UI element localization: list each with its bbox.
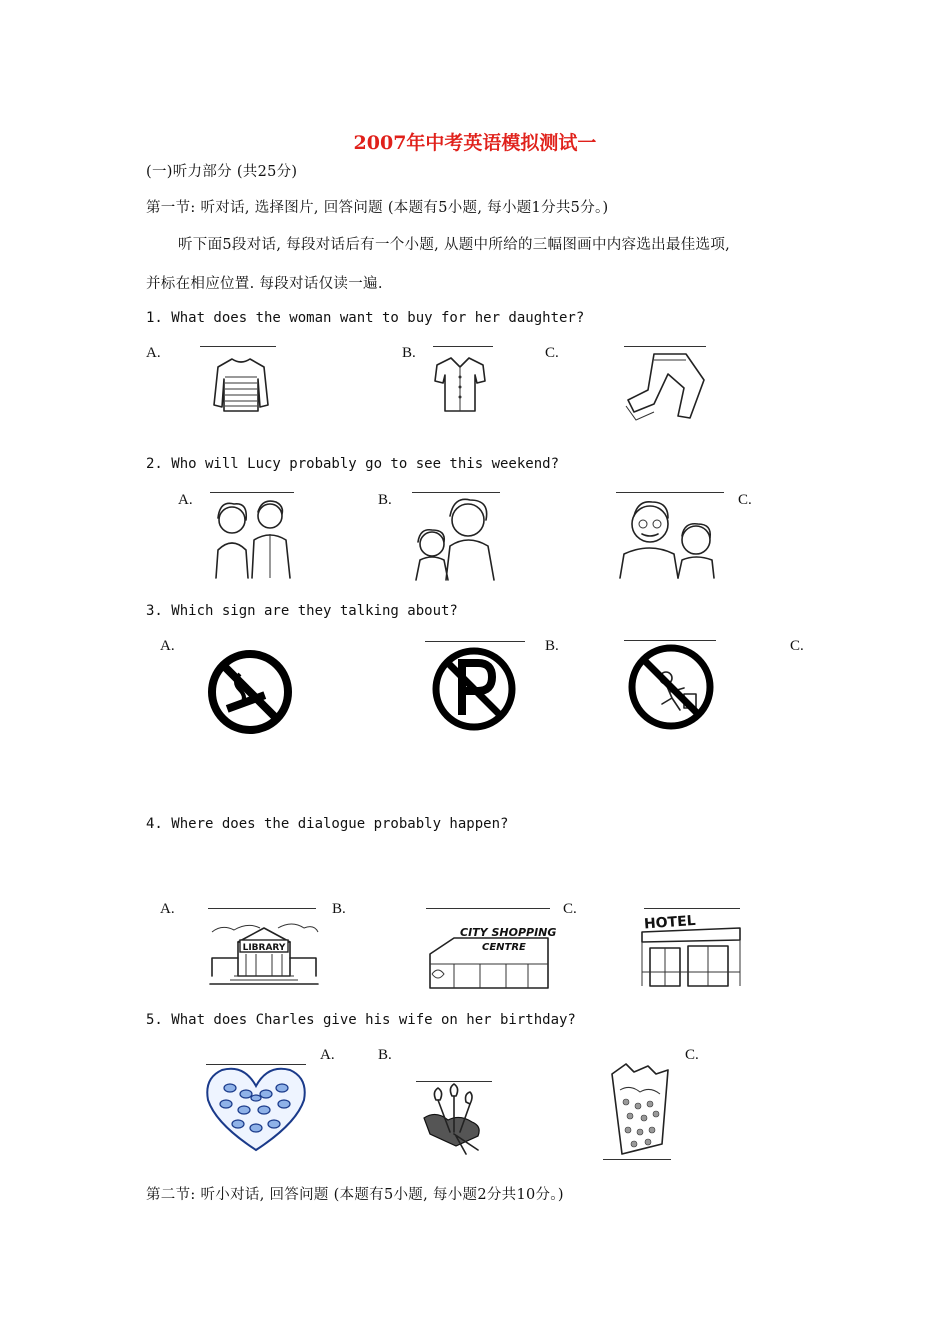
shopping-label-line2: CENTRE — [482, 942, 526, 953]
part1-heading: (一)听力部分 (共25分) — [146, 164, 298, 180]
q5-answer-line-b — [416, 1081, 492, 1082]
sweater-icon — [212, 355, 270, 415]
q3-option-a[interactable]: A. — [160, 638, 175, 654]
library-label: LIBRARY — [242, 943, 286, 953]
no-smoking-sign-icon — [206, 648, 294, 736]
q5-option-b[interactable]: B. — [378, 1047, 392, 1063]
q3-option-b[interactable]: B. — [545, 638, 559, 654]
q3-answer-line-c — [624, 640, 716, 641]
q5-option-a[interactable]: A. — [320, 1047, 335, 1063]
shopping-label-line1: CITY SHOPPING — [460, 926, 557, 939]
chocolate-box-icon — [204, 1064, 308, 1154]
no-littering-sign-icon — [626, 642, 716, 732]
q2-answer-line-c — [616, 492, 724, 493]
q2-option-c[interactable]: C. — [738, 492, 752, 508]
q2-option-b[interactable]: B. — [378, 492, 392, 508]
q4-answer-line-a — [208, 908, 316, 909]
q1-option-b[interactable]: B. — [402, 345, 416, 361]
shirt-icon — [433, 355, 487, 415]
library-icon — [208, 912, 320, 992]
q1-answer-line-c — [624, 346, 706, 347]
q5-option-c[interactable]: C. — [685, 1047, 699, 1063]
q5-answer-line-c — [603, 1159, 671, 1160]
question-2: 2. Who will Lucy probably go to see this weekend? — [146, 456, 560, 472]
shopping-centre-icon — [424, 914, 557, 992]
question-5: 5. What does Charles give his wife on her birthday? — [146, 1012, 576, 1028]
q3-answer-line-b — [425, 641, 525, 642]
q2-answer-line-b — [412, 492, 500, 493]
question-4: 4. Where does the dialogue probably happen? — [146, 816, 509, 832]
no-parking-sign-icon — [430, 645, 518, 733]
page-title: 2007年中考英语模拟测试一 — [353, 132, 597, 154]
q3-option-c[interactable]: C. — [790, 638, 804, 654]
grandfather-boy-icon — [616, 494, 724, 580]
question-3: 3. Which sign are they talking about? — [146, 603, 458, 619]
mother-daughter-icon — [410, 494, 502, 582]
q4-answer-line-b — [426, 908, 550, 909]
question-1: 1. What does the woman want to buy for her daughter? — [146, 310, 585, 326]
couple-icon — [210, 492, 294, 580]
instruction-line-1: 听下面5段对话, 每段对话后有一个小题, 从题中所给的三幅图画中内容选出最佳选项, — [178, 237, 731, 253]
hotel-label: HOTEL — [643, 912, 697, 933]
q2-option-a[interactable]: A. — [178, 492, 193, 508]
q1-option-a[interactable]: A. — [146, 345, 161, 361]
hotel-icon — [640, 910, 742, 988]
q4-answer-line-c — [644, 908, 740, 909]
q4-option-a[interactable]: A. — [160, 901, 175, 917]
trousers-icon — [624, 350, 712, 422]
flowers-icon — [416, 1084, 496, 1154]
section2-heading: 第二节: 听小对话, 回答问题 (本题有5小题, 每小题2分共10分。) — [146, 1187, 564, 1203]
q1-answer-line-a — [200, 346, 276, 347]
card-icon — [604, 1060, 674, 1156]
q1-option-c[interactable]: C. — [545, 345, 559, 361]
q1-answer-line-b — [433, 346, 493, 347]
section1-heading: 第一节: 听对话, 选择图片, 回答问题 (本题有5小题, 每小题1分共5分。) — [146, 200, 609, 216]
q4-option-b[interactable]: B. — [332, 901, 346, 917]
q4-option-c[interactable]: C. — [563, 901, 577, 917]
instruction-line-2: 并标在相应位置. 每段对话仅读一遍. — [146, 276, 383, 292]
